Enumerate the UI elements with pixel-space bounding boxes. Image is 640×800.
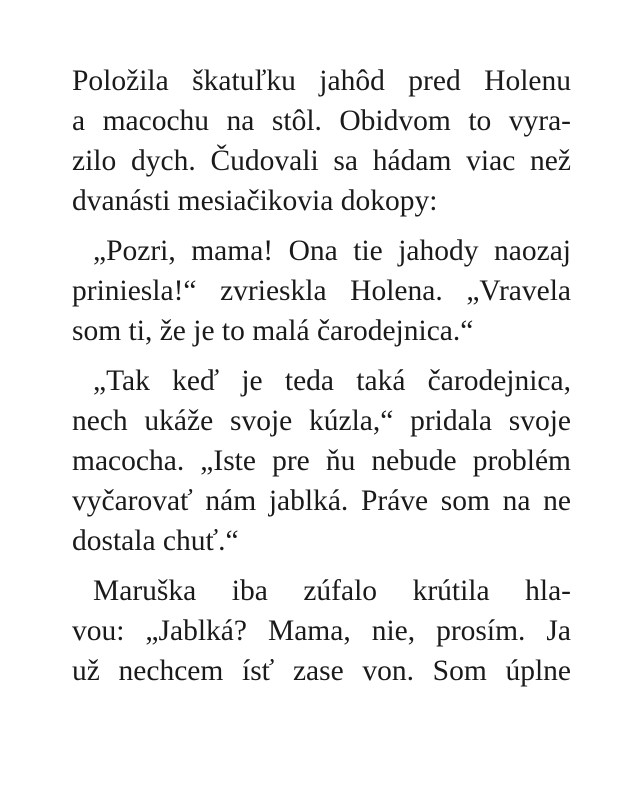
paragraph-start-line: „Pozri, mama! Ona tie jahody naozaj [93,235,571,267]
text-line: zilo dych. Čudovali sa hádam viac než [72,145,571,177]
text-line: som ti, že je to malá čarodejnica.“ [72,315,474,347]
text-line: a macochu na stôl. Obidvom to vyra- [72,105,571,137]
paragraph-start-line: „Tak keď je teda taká čarodejnica, [93,365,571,397]
text-line: dostala chuť.“ [72,525,239,557]
text-line: Položila škatuľku jahôd pred Holenu [72,65,571,97]
text-line: macocha. „Iste pre ňu nebude problém [72,445,571,477]
text-line: vyčarovať nám jablká. Práve som na ne [72,485,571,517]
text-line: nech ukáže svoje kúzla,“ pridala svoje [72,405,571,437]
text-line: priniesla!“ zvrieskla Holena. „Vravela [72,275,571,307]
text-line: už nechcem ísť zase von. Som úplne [72,655,571,687]
text-line: dvanásti mesiačikovia dokopy: [72,185,438,217]
text-line: vou: „Jablká? Mama, nie, prosím. Ja [72,615,571,647]
paragraph-start-line: Maruška iba zúfalo krútila hla- [93,575,571,607]
